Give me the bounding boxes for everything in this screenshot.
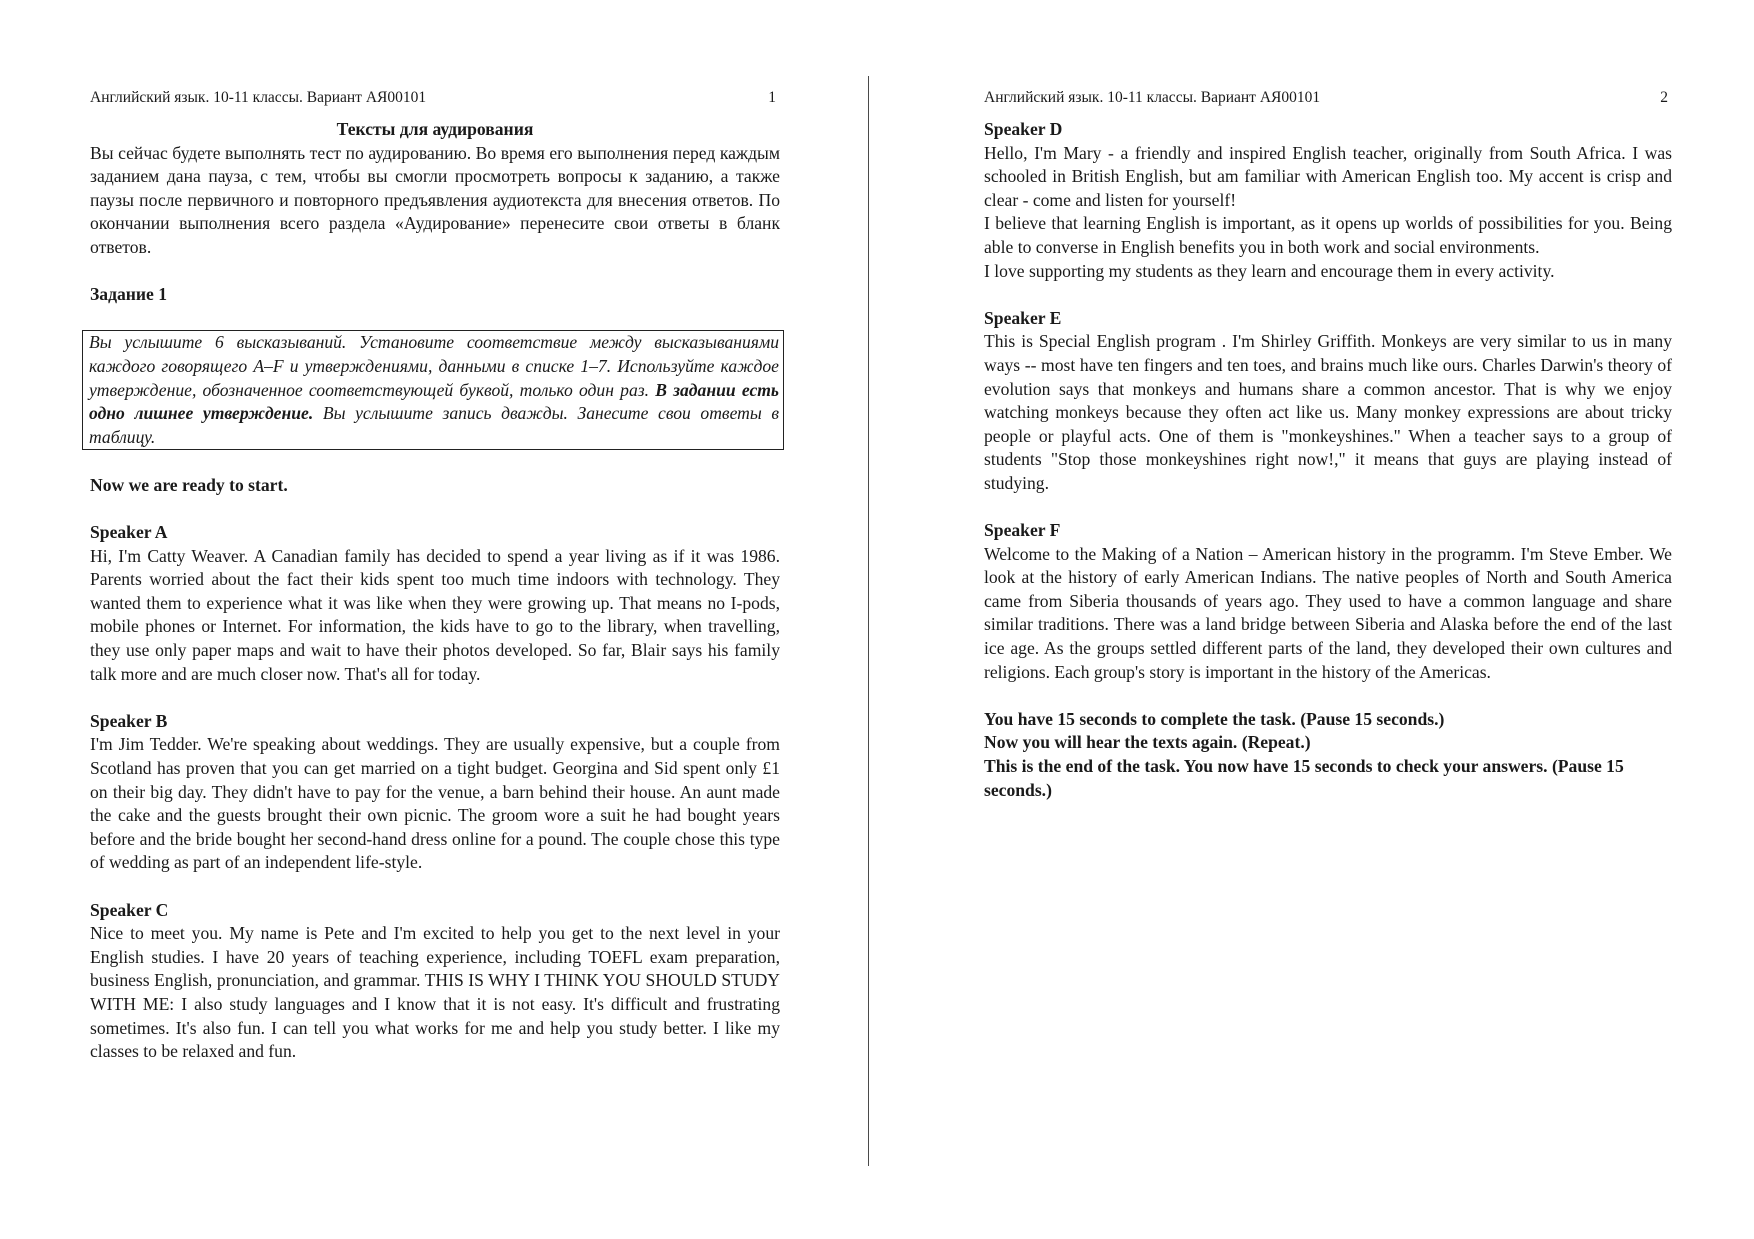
- page-number: 1: [768, 89, 776, 106]
- page-divider: [868, 76, 869, 1166]
- speaker-d-paragraph-2: I believe that learning English is important, as it opens up worlds of possibilities for you. Being able to converse in English benefits you in both work and social environments.: [984, 213, 1672, 257]
- speaker-f-text: Welcome to the Making of a Nation – American history in the programm. I'm Steve Ember. We look at the history of early American Indians. The native peoples of North and South America came from Siberia thousands of years ago. They used to have a common language and share similar traditions. There was a land bridge between Siberia and Alaska before the end of the last ice age. As the groups settled different parts of the land, they developed their own cultures and religions. Each group's story is important in the history of the Americas.: [984, 543, 1672, 682]
- closing-line-1: You have 15 seconds to complete the task. (Pause 15 seconds.): [984, 708, 1445, 729]
- closing-line-3: This is the end of the task. You now have 15 seconds to check your answers. (Pause 15 seconds.): [984, 756, 1624, 800]
- speaker-d-paragraph-3: I love supporting my students as they learn and encourage them in every activity.: [984, 260, 1555, 281]
- speaker-b-text: I'm Jim Tedder. We're speaking about weddings. They are usually expensive, but a couple from Scotland has proven that you can get married on a tight budget. Georgina and Sid spent only £1 on their big day. They didn't have to pay for the venue, a barn behind their house. An aunt made the cake and the guests brought their own picnic. The groom wore a suit he had bought years before and the bride bought her second-hand dress online for a pound. The couple chose this type of wedding as part of an independent life-style.: [90, 734, 780, 873]
- task-instructions-part3: Вы услышите запись дважды. Занесите свои ответы в таблицу.: [89, 403, 779, 447]
- right-page-header: [984, 88, 1672, 108]
- speaker-b-heading: Speaker B: [90, 710, 168, 731]
- speaker-f-heading: Speaker F: [984, 520, 1061, 541]
- right-page-body: [984, 118, 1672, 802]
- task-instructions-box: [82, 330, 784, 450]
- speaker-d-paragraph-1: Hello, I'm Mary - a friendly and inspired English teacher, originally from South Africa. I was schooled in British English, but am familiar with American English too. My accent is crisp and clear - come and listen for yourself!: [984, 142, 1672, 210]
- ready-line: Now we are ready to start.: [90, 474, 288, 495]
- closing-line-2: Now you will hear the texts again. (Repeat.): [984, 732, 1311, 753]
- speaker-a-heading: Speaker A: [90, 522, 168, 543]
- speaker-e-text: This is Special English program . I'm Shirley Griffith. Monkeys are very similar to us in many ways -- most have ten fingers and ten toes, and brains much like ours. Charles Darwin's theory of evolution says that monkeys and humans share a common ancestor. That is why we enjoy watching monkeys because they often act like us. Many monkey expressions are about tricky people or playful acts. One of them is "monkeyshines." When a teacher says to a group of students "Stop those monkeyshines right now!," it means that guys are playing instead of studying.: [984, 331, 1672, 493]
- speaker-c-text: Nice to meet you. My name is Pete and I'm excited to help you get to the next level in your English studies. I have 20 years of teaching experience, including TOEFL exam preparation, business English, pronunciation, and grammar. THIS IS WHY I THINK YOU SHOULD STUDY WITH ME: I also study languages and I know that it is not easy. It's difficult and frustrating sometimes. It's also fun. I can tell you what works for me and help you study better. I like my classes to be relaxed and fun.: [90, 923, 780, 1062]
- page-number: 2: [1660, 89, 1668, 106]
- speaker-e-heading: Speaker E: [984, 307, 1062, 328]
- header-text: Английский язык. 10-11 классы. Вариант АЯ00101: [90, 89, 427, 106]
- header-text: Английский язык. 10-11 классы. Вариант АЯ00101: [984, 89, 1321, 106]
- page-title: Тексты для аудирования: [336, 119, 534, 139]
- left-page-body: [90, 118, 780, 1064]
- task-instructions: [89, 331, 779, 449]
- task-heading: Задание 1: [90, 284, 168, 305]
- task-instructions-part1: Вы услышите 6 высказываний. Установите соответствие между высказываниями каждого говорящего A–F и утверждениями, данными в списке 1–7. Используйте каждое утверждение, обозначенное соответствующей буквой, только один раз.: [89, 332, 779, 400]
- speaker-c-heading: Speaker C: [90, 899, 169, 920]
- intro-paragraph: Вы сейчас будете выполнять тест по аудированию. Во время его выполнения перед каждым заданием дана пауза, с тем, чтобы вы смогли просмотреть вопросы к заданию, а также паузы после первичного и повторного предъявления аудиотекста для внесения ответов. По окончании выполнения всего раздела «Аудирование» перенесите свои ответы в бланк ответов.: [90, 142, 780, 257]
- left-page-header: [90, 88, 780, 108]
- task-instructions-bold: В задании есть одно лишнее утверждение.: [89, 379, 779, 424]
- speaker-d-heading: Speaker D: [984, 119, 1063, 139]
- speaker-a-text: Hi, I'm Catty Weaver. A Canadian family has decided to spend a year living as if it was 1986. Parents worried about the fact their kids spent too much time indoors with technology. They wanted them to experience what it was like when they were growing up. That means no I-pods, mobile phones or Internet. For information, the kids have to go to the library, when travelling, they use only paper maps and wait to have their photos developed. So far, Blair says his family talk more and are much closer now. That's all for today.: [90, 545, 780, 684]
